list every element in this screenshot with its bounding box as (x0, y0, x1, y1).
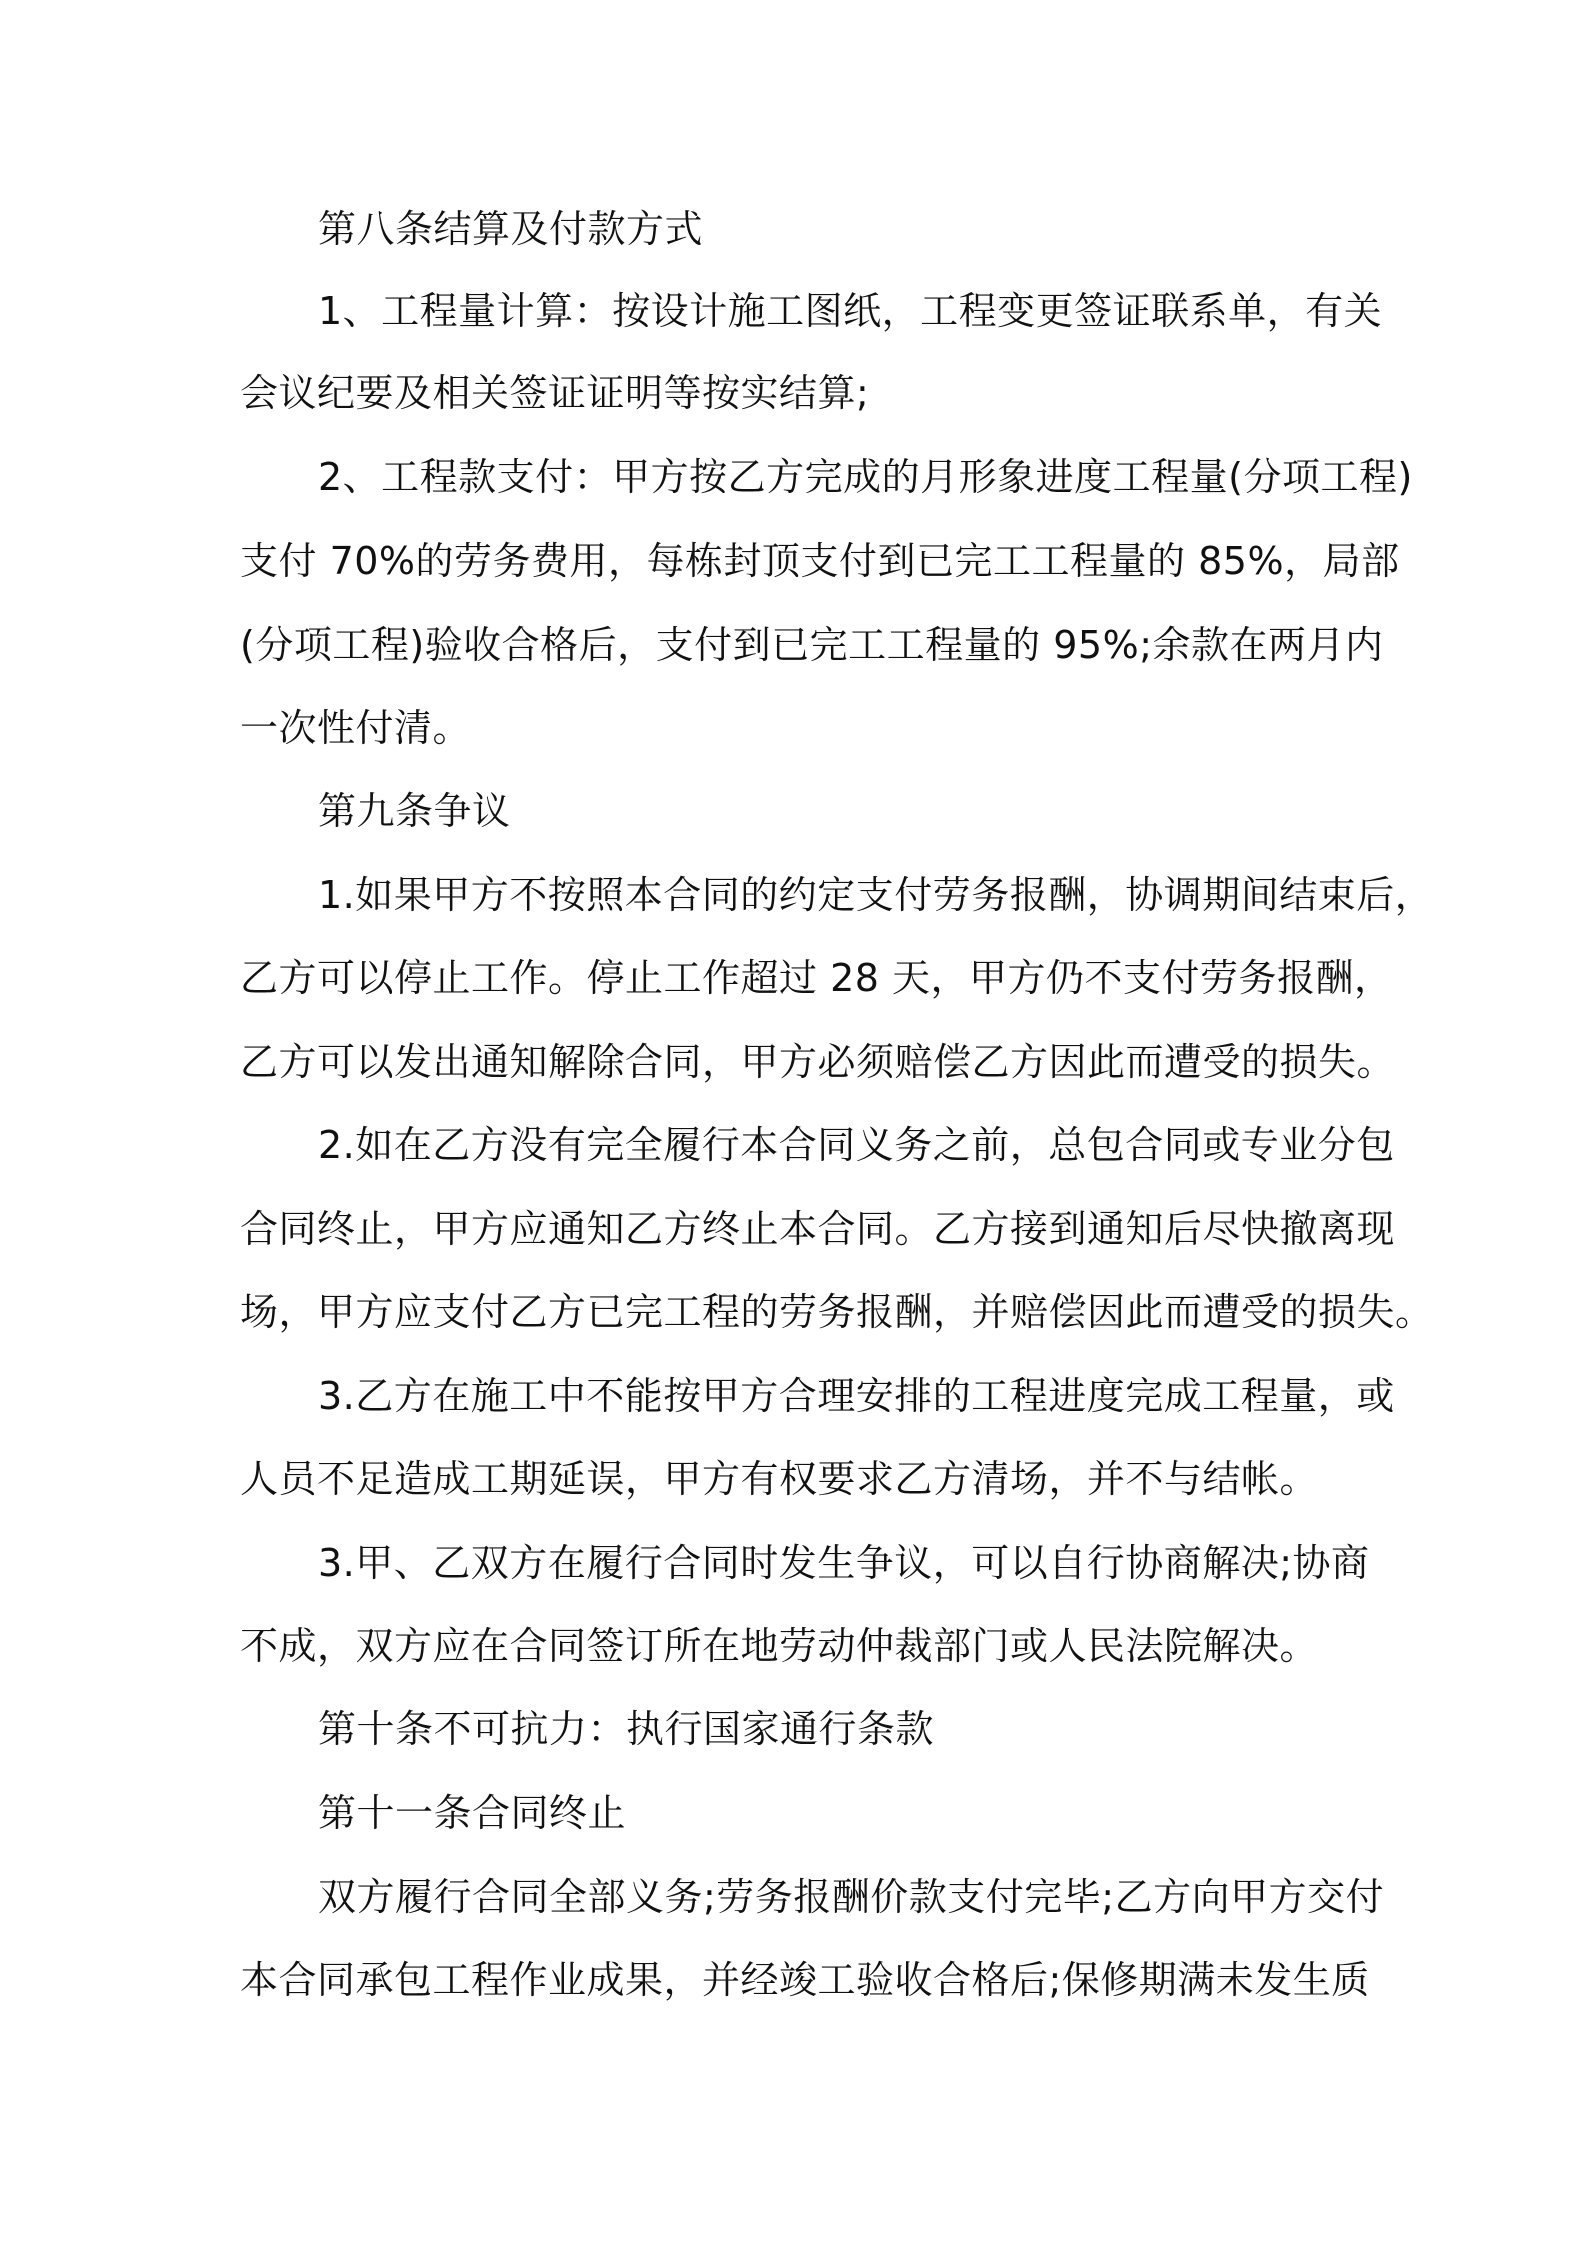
paragraph-line: 乙方可以停止工作。停止工作超过 28 天，甲方仍不支付劳务报酬， (240, 956, 1393, 1000)
paragraph-line: (分项工程)验收合格后，支付到已完工工程量的 95%;余款在两月内 (240, 623, 1384, 667)
paragraph-line: 会议纪要及相关签证证明等按实结算; (240, 371, 870, 415)
paragraph-line: 本合同承包工程作业成果，并经竣工验收合格后;保修期满未发生质 (240, 1958, 1370, 2002)
paragraph-line: 3.乙方在施工中不能按甲方合理安排的工程进度完成工程量，或 (318, 1374, 1395, 1418)
paragraph-line: 支付 70%的劳务费用，每栋封顶支付到已完工工程量的 85%，局部 (240, 539, 1400, 583)
paragraph-line: 一次性付清。 (240, 706, 472, 750)
paragraph-line: 不成，双方应在合同签订所在地劳动仲裁部门或人民法院解决。 (240, 1624, 1319, 1668)
paragraph-line: 场，甲方应支付乙方已完工程的劳务报酬，并赔偿因此而遭受的损失。 (240, 1290, 1434, 1334)
paragraph-line: 合同终止，甲方应通知乙方终止本合同。乙方接到通知后尽快撤离现 (240, 1207, 1396, 1251)
paragraph-line: 人员不足造成工期延误，甲方有权要求乙方清场，并不与结帐。 (240, 1457, 1319, 1501)
paragraph-line: 2、工程款支付：甲方按乙方完成的月形象进度工程量(分项工程) (318, 455, 1413, 499)
paragraph-line: 双方履行合同全部义务;劳务报酬价款支付完毕;乙方向甲方交付 (318, 1875, 1385, 1919)
heading-article-10: 第十条不可抗力：执行国家通行条款 (318, 1707, 935, 1751)
heading-article-9: 第九条争议 (318, 789, 511, 833)
paragraph-line: 1、工程量计算：按设计施工图纸，工程变更签证联系单，有关 (318, 289, 1383, 333)
paragraph-line: 1.如果甲方不按照本合同的约定支付劳务报酬，协调期间结束后， (318, 873, 1434, 917)
paragraph-line: 2.如在乙方没有完全履行本合同义务之前，总包合同或专业分包 (318, 1123, 1395, 1167)
heading-article-8: 第八条结算及付款方式 (318, 207, 704, 251)
paragraph-line: 3.甲、乙双方在履行合同时发生争议，可以自行协商解决;协商 (318, 1541, 1370, 1585)
heading-article-11: 第十一条合同终止 (318, 1791, 627, 1835)
paragraph-line: 乙方可以发出通知解除合同，甲方必须赔偿乙方因此而遭受的损失。 (240, 1040, 1396, 1084)
